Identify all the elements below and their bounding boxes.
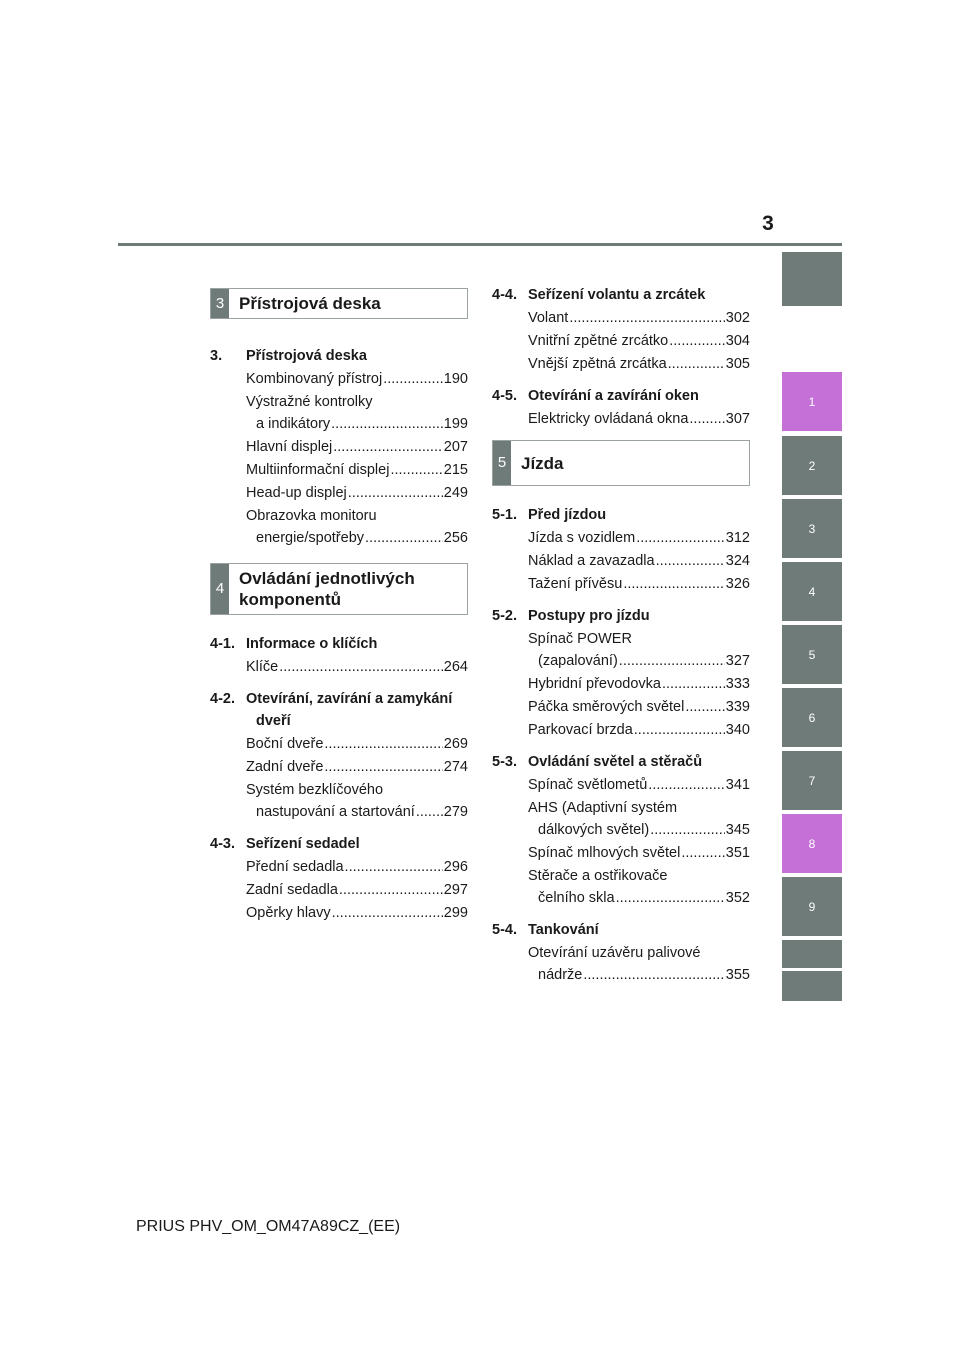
entry-text: Obrazovka monitoru bbox=[246, 508, 377, 524]
chapter-tab-5[interactable]: 5 bbox=[782, 625, 842, 684]
toc-group-4-4 bbox=[492, 284, 750, 375]
entry-text: Vnitřní zpětné zrcátko bbox=[528, 333, 669, 349]
entry-page: 256 bbox=[443, 530, 468, 546]
entry-line bbox=[246, 482, 468, 504]
entry-text-cont: energie/spotřeby bbox=[256, 530, 365, 546]
toc-entry[interactable] bbox=[246, 879, 468, 901]
entry-page: 341 bbox=[725, 777, 750, 793]
group-title-line1: Ovládání světel a stěračů bbox=[528, 754, 703, 770]
entry-text: Multiinformační displej bbox=[246, 462, 390, 478]
toc-entry[interactable] bbox=[246, 459, 468, 481]
entry-text: Parkovací brzda bbox=[528, 722, 633, 738]
dot-leader bbox=[681, 842, 724, 864]
entry-text-cont: dálkových světel) bbox=[538, 822, 650, 838]
entry-text: Páčka směrových světel bbox=[528, 699, 685, 715]
toc-entry[interactable] bbox=[246, 779, 468, 823]
toc-entry[interactable] bbox=[528, 330, 750, 352]
entry-page: 279 bbox=[443, 804, 468, 820]
entry-line bbox=[528, 527, 750, 549]
group-title-text bbox=[528, 504, 750, 526]
entry-text: Tažení přívěsu bbox=[528, 576, 623, 592]
entry-line bbox=[528, 673, 750, 695]
toc-entry[interactable] bbox=[246, 756, 468, 778]
entry-line bbox=[246, 459, 468, 481]
entry-page: 299 bbox=[443, 905, 468, 921]
toc-group-4-2 bbox=[210, 688, 468, 823]
group-title-text bbox=[528, 385, 750, 407]
dot-leader bbox=[331, 413, 443, 435]
entry-line2 bbox=[246, 801, 468, 823]
entry-page: 215 bbox=[443, 462, 468, 478]
chapter-tab-9[interactable]: 9 bbox=[782, 877, 842, 936]
group-title bbox=[492, 605, 750, 627]
toc-entry[interactable] bbox=[528, 942, 750, 986]
group-number: 4-3. bbox=[210, 836, 235, 852]
chapter-tab-3[interactable]: 3 bbox=[782, 499, 842, 558]
entry-text: Přední sedadla bbox=[246, 859, 344, 875]
entry-line bbox=[528, 330, 750, 352]
entry-page: 305 bbox=[725, 356, 750, 372]
group-number: 4-2. bbox=[210, 691, 235, 707]
group-number: 5-4. bbox=[492, 922, 517, 938]
toc-entry[interactable] bbox=[528, 774, 750, 796]
entry-text: Systém bezklíčového bbox=[246, 782, 384, 798]
entry-line bbox=[246, 856, 468, 878]
group-title bbox=[492, 919, 750, 941]
entry-text: Otevírání uzávěru palivové bbox=[528, 945, 701, 961]
dot-leader bbox=[619, 650, 725, 672]
entry-text: Vnější zpětná zrcátka bbox=[528, 356, 667, 372]
entry-text: Náklad a zavazadla bbox=[528, 553, 655, 569]
entry-text-cont: (zapalování) bbox=[538, 653, 618, 669]
entry-text: Hlavní displej bbox=[246, 439, 333, 455]
entry-line2 bbox=[246, 413, 468, 435]
header-rule bbox=[118, 243, 842, 246]
dot-leader bbox=[390, 459, 442, 481]
entry-line2 bbox=[528, 650, 750, 672]
entry-line bbox=[528, 719, 750, 741]
toc-group-5-4 bbox=[492, 919, 750, 986]
toc-entry[interactable] bbox=[528, 408, 750, 430]
entry-page: 333 bbox=[725, 676, 750, 692]
entry-text: Kombinovaný přístroj bbox=[246, 371, 383, 387]
left-column bbox=[210, 288, 468, 934]
entry-line bbox=[528, 774, 750, 796]
entry-line1 bbox=[528, 797, 750, 819]
entry-line bbox=[528, 550, 750, 572]
toc-entry[interactable] bbox=[528, 865, 750, 909]
entry-text: Boční dveře bbox=[246, 736, 324, 752]
section-header-5 bbox=[492, 440, 750, 486]
entry-page: 304 bbox=[725, 333, 750, 349]
entry-line bbox=[528, 307, 750, 329]
entry-line bbox=[246, 879, 468, 901]
dot-leader bbox=[668, 353, 725, 375]
entry-page: 312 bbox=[725, 530, 750, 546]
page-number: 3 bbox=[762, 212, 774, 235]
entry-text: Zadní dveře bbox=[246, 759, 324, 775]
toc-entry[interactable] bbox=[246, 505, 468, 549]
section-header-3 bbox=[210, 288, 468, 319]
toc-entry[interactable] bbox=[246, 856, 468, 878]
toc-group-4-1 bbox=[210, 633, 468, 678]
group-number: 5-1. bbox=[492, 507, 517, 523]
entry-line bbox=[528, 842, 750, 864]
entry-page: 324 bbox=[725, 553, 750, 569]
chapter-tab-8[interactable]: 8 bbox=[782, 814, 842, 873]
entry-page: 269 bbox=[443, 736, 468, 752]
toc-group-5-1 bbox=[492, 504, 750, 595]
group-number: 4-5. bbox=[492, 388, 517, 404]
group-title-text bbox=[246, 833, 468, 855]
entry-page: 190 bbox=[443, 371, 468, 387]
entry-line bbox=[528, 408, 750, 430]
entry-text: Zadní sedadla bbox=[246, 882, 338, 898]
group-title bbox=[210, 833, 468, 855]
section-number: 5 bbox=[493, 441, 511, 485]
entry-text: Výstražné kontrolky bbox=[246, 394, 373, 410]
group-title-text bbox=[528, 284, 750, 306]
dot-leader bbox=[685, 696, 724, 718]
toc-entry[interactable] bbox=[246, 733, 468, 755]
dot-leader bbox=[332, 902, 443, 924]
group-title-text bbox=[528, 605, 750, 627]
toc-entry[interactable] bbox=[528, 527, 750, 549]
entry-line2 bbox=[246, 527, 468, 549]
group-title-line1: Tankování bbox=[528, 922, 599, 938]
entry-page: 274 bbox=[443, 759, 468, 775]
entry-page: 339 bbox=[725, 699, 750, 715]
toc-group-5-2 bbox=[492, 605, 750, 741]
toc-entry[interactable] bbox=[528, 719, 750, 741]
dot-leader bbox=[324, 733, 442, 755]
group-title bbox=[210, 633, 468, 655]
dot-leader bbox=[416, 801, 443, 823]
entry-page: 264 bbox=[443, 659, 468, 675]
entry-page: 355 bbox=[725, 967, 750, 983]
entry-page: 307 bbox=[725, 411, 750, 427]
entry-line bbox=[246, 733, 468, 755]
entry-line bbox=[246, 436, 468, 458]
chapter-tab-6[interactable]: 6 bbox=[782, 688, 842, 747]
section-number: 4 bbox=[211, 564, 229, 614]
chapter-tab-blank-0[interactable] bbox=[782, 252, 842, 306]
group-title-line1: Seřízení volantu a zrcátek bbox=[528, 287, 706, 303]
chapter-tab-4[interactable]: 4 bbox=[782, 562, 842, 621]
entry-text: Elektricky ovládaná okna bbox=[528, 411, 689, 427]
group-title-line1: Přístrojová deska bbox=[246, 348, 367, 364]
toc-entry[interactable] bbox=[528, 307, 750, 329]
entry-line2 bbox=[528, 964, 750, 986]
section-title: Ovládání jednotlivých komponentů bbox=[239, 569, 415, 609]
group-title bbox=[210, 345, 468, 367]
toc-entry[interactable] bbox=[246, 656, 468, 678]
entry-line bbox=[246, 368, 468, 390]
entry-text: Volant bbox=[528, 310, 569, 326]
group-number: 5-3. bbox=[492, 754, 517, 770]
group-title-line1: Seřízení sedadel bbox=[246, 836, 360, 852]
group-title bbox=[492, 284, 750, 306]
group-title bbox=[210, 688, 468, 732]
group-title bbox=[492, 385, 750, 407]
group-title-line1: Otevírání, zavírání a zamykání bbox=[246, 691, 453, 707]
toc-entry[interactable] bbox=[246, 902, 468, 924]
entry-page: 326 bbox=[725, 576, 750, 592]
dot-leader bbox=[583, 964, 724, 986]
toc-entry[interactable] bbox=[246, 482, 468, 504]
entry-text: Klíče bbox=[246, 659, 279, 675]
toc-entry[interactable] bbox=[528, 353, 750, 375]
entry-line1 bbox=[528, 942, 750, 964]
entry-line1 bbox=[246, 505, 468, 527]
toc-entry[interactable] bbox=[528, 573, 750, 595]
entry-page: 249 bbox=[443, 485, 468, 501]
dot-leader bbox=[333, 436, 443, 458]
dot-leader bbox=[383, 368, 443, 390]
group-title bbox=[492, 504, 750, 526]
entry-line bbox=[246, 756, 468, 778]
right-column bbox=[492, 284, 750, 996]
toc-entry[interactable] bbox=[528, 628, 750, 672]
entry-text-cont: čelního skla bbox=[538, 890, 615, 906]
section-title: Jízda bbox=[521, 453, 564, 473]
entry-page: 207 bbox=[443, 439, 468, 455]
group-title-line1: Před jízdou bbox=[528, 507, 607, 523]
entry-page: 302 bbox=[725, 310, 750, 326]
entry-page: 327 bbox=[725, 653, 750, 669]
group-number: 4-4. bbox=[492, 287, 517, 303]
dot-leader bbox=[689, 408, 724, 430]
dot-leader bbox=[339, 879, 443, 901]
chapter-tab-7[interactable]: 7 bbox=[782, 751, 842, 810]
entry-line2 bbox=[528, 819, 750, 841]
footer-doc-id: PRIUS PHV_OM_OM47A89CZ_(EE) bbox=[136, 1218, 401, 1235]
dot-leader bbox=[365, 527, 443, 549]
entry-line1 bbox=[528, 865, 750, 887]
dot-leader bbox=[569, 307, 724, 329]
entry-text: Opěrky hlavy bbox=[246, 905, 331, 921]
entry-text: AHS (Adaptivní systém bbox=[528, 800, 678, 816]
toc-entry[interactable] bbox=[528, 550, 750, 572]
toc-group-3 bbox=[210, 345, 468, 549]
entry-page: 296 bbox=[443, 859, 468, 875]
dot-leader bbox=[656, 550, 725, 572]
dot-leader bbox=[648, 774, 725, 796]
dot-leader bbox=[345, 856, 443, 878]
group-title-text bbox=[246, 688, 468, 732]
entry-text: Spínač světlometů bbox=[528, 777, 648, 793]
toc-entry[interactable] bbox=[246, 368, 468, 390]
group-title bbox=[492, 751, 750, 773]
group-title-line1: Postupy pro jízdu bbox=[528, 608, 650, 624]
toc-entry[interactable] bbox=[246, 391, 468, 435]
entry-line bbox=[528, 353, 750, 375]
toc-entry[interactable] bbox=[528, 673, 750, 695]
group-title-text bbox=[528, 919, 750, 941]
entry-text-cont: nastupování a startování bbox=[256, 804, 415, 820]
entry-line bbox=[528, 696, 750, 718]
dot-leader bbox=[623, 573, 724, 595]
entry-text: Hybridní převodovka bbox=[528, 676, 661, 692]
section-header-4 bbox=[210, 563, 468, 615]
toc-entry[interactable] bbox=[528, 842, 750, 864]
section-title: Přístrojová deska bbox=[239, 294, 381, 313]
group-title-line1: Informace o klíčích bbox=[246, 636, 378, 652]
group-title-text bbox=[246, 633, 468, 655]
dot-leader bbox=[636, 527, 725, 549]
toc-entry[interactable] bbox=[528, 696, 750, 718]
chapter-tab-blank-11[interactable] bbox=[782, 971, 842, 1001]
entry-line1 bbox=[246, 779, 468, 801]
entry-text: Head-up displej bbox=[246, 485, 347, 501]
entry-text-cont: a indikátory bbox=[256, 416, 331, 432]
chapter-tab-1[interactable]: 1 bbox=[782, 372, 842, 431]
entry-page: 351 bbox=[725, 845, 750, 861]
entry-line bbox=[246, 656, 468, 678]
entry-text: Stěrače a ostřikovače bbox=[528, 868, 668, 884]
dot-leader bbox=[616, 887, 725, 909]
group-title-text bbox=[246, 345, 468, 367]
entry-page: 345 bbox=[725, 822, 750, 838]
dot-leader bbox=[669, 330, 725, 352]
entry-page: 297 bbox=[443, 882, 468, 898]
dot-leader bbox=[662, 673, 725, 695]
dot-leader bbox=[279, 656, 443, 678]
entry-text-cont: nádrže bbox=[538, 967, 583, 983]
entry-line bbox=[528, 573, 750, 595]
section-number: 3 bbox=[211, 289, 229, 318]
entry-line1 bbox=[246, 391, 468, 413]
entry-text: Jízda s vozidlem bbox=[528, 530, 636, 546]
toc-entry[interactable] bbox=[246, 436, 468, 458]
entry-line1 bbox=[528, 628, 750, 650]
chapter-tab-2[interactable]: 2 bbox=[782, 436, 842, 495]
group-title-line1: Otevírání a zavírání oken bbox=[528, 388, 699, 404]
toc-entry[interactable] bbox=[528, 797, 750, 841]
group-number: 5-2. bbox=[492, 608, 517, 624]
group-title-text bbox=[528, 751, 750, 773]
entry-page: 199 bbox=[443, 416, 468, 432]
dot-leader bbox=[348, 482, 443, 504]
group-number: 3. bbox=[210, 348, 223, 364]
dot-leader bbox=[650, 819, 725, 841]
toc-group-5-3 bbox=[492, 751, 750, 909]
group-number: 4-1. bbox=[210, 636, 235, 652]
dot-leader bbox=[324, 756, 442, 778]
toc-group-4-3 bbox=[210, 833, 468, 924]
entry-text: Spínač POWER bbox=[528, 631, 632, 647]
entry-page: 340 bbox=[725, 722, 750, 738]
chapter-tab-blank-10[interactable] bbox=[782, 940, 842, 968]
entry-line bbox=[246, 902, 468, 924]
entry-line2 bbox=[528, 887, 750, 909]
entry-page: 352 bbox=[725, 890, 750, 906]
entry-text: Spínač mlhových světel bbox=[528, 845, 681, 861]
group-title-line2: dveří bbox=[256, 713, 291, 729]
dot-leader bbox=[634, 719, 725, 741]
toc-group-4-5 bbox=[492, 385, 750, 430]
